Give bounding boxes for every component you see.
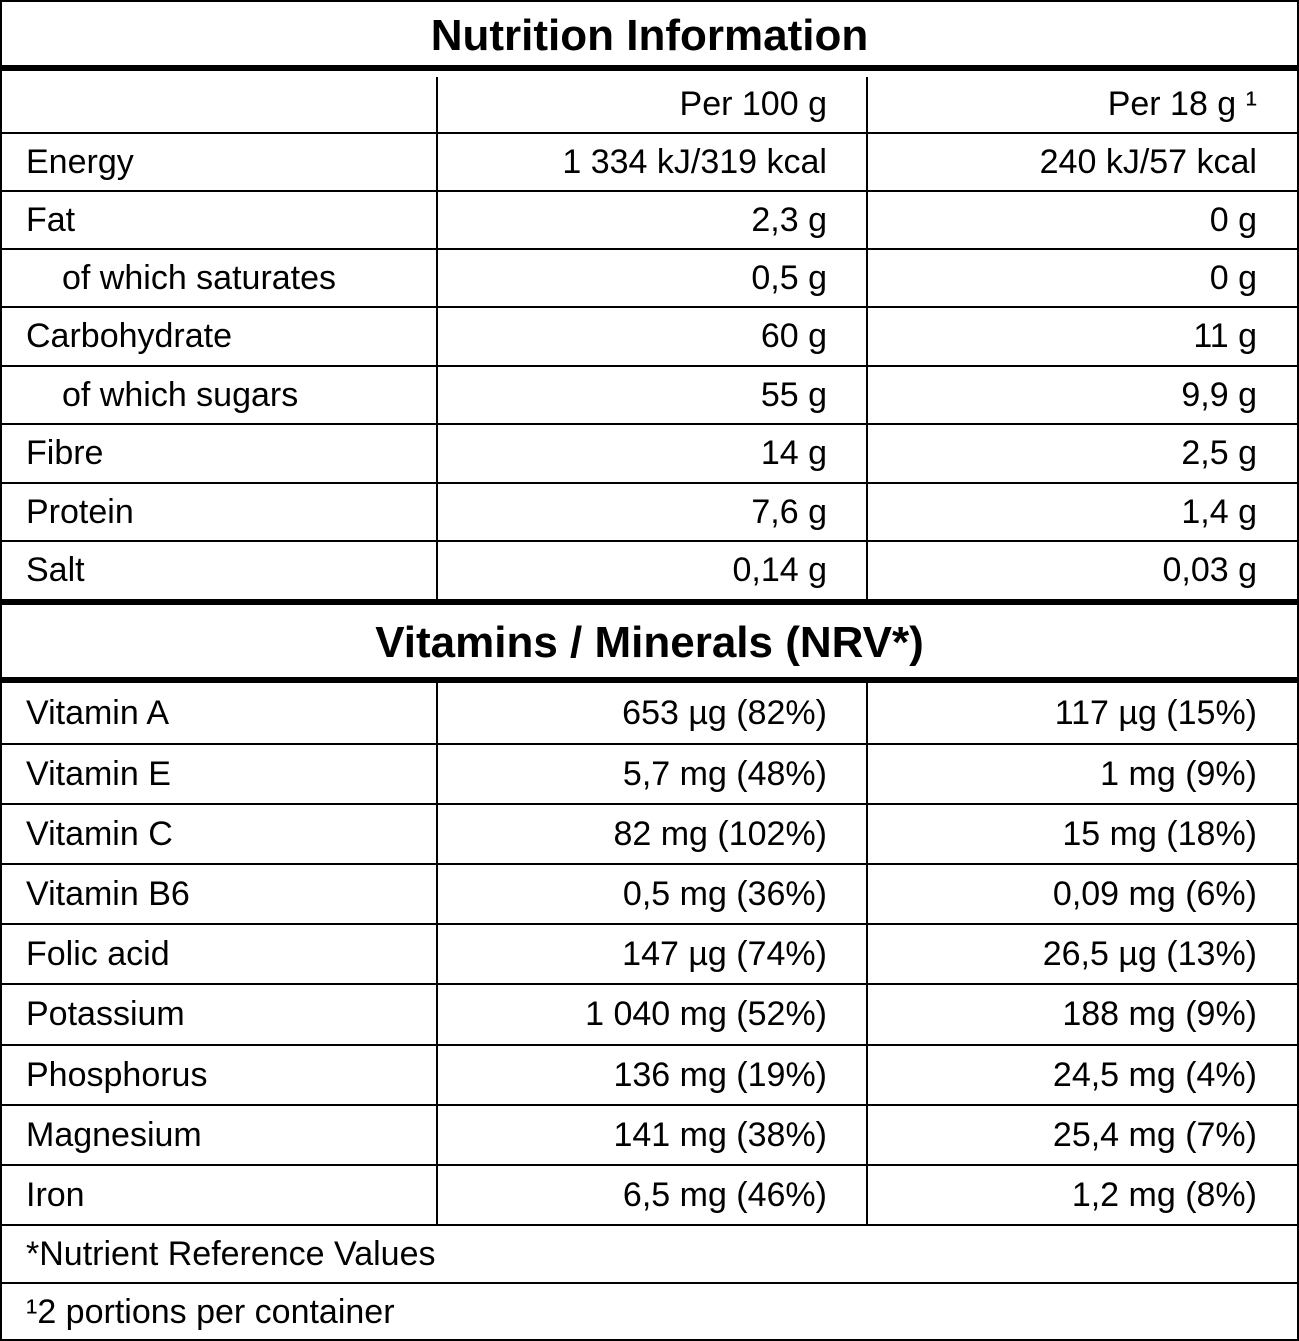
- vitamin-row: [2, 1046, 1297, 1104]
- nutrient-per-portion: 240 kJ/57 kcal: [1039, 142, 1257, 181]
- nutrient-row: [2, 542, 1297, 599]
- nutrient-per-portion: 9,9 g: [1181, 375, 1257, 414]
- footnote-nrv: *Nutrient Reference Values: [26, 1234, 436, 1273]
- nutrient-per100: 0,5 g: [751, 258, 827, 297]
- vitamin-per100: 1 040 mg (52%): [585, 995, 827, 1033]
- vitamin-name: Phosphorus: [26, 1055, 208, 1094]
- vitamin-per100: 0,5 mg (36%): [622, 874, 827, 913]
- vitamin-name: Vitamin C: [26, 814, 173, 853]
- nutrient-per100: 55 g: [760, 375, 827, 414]
- nutrient-per100: 0,14 g: [732, 551, 827, 589]
- vitamin-per100: 5,7 mg (48%): [622, 754, 827, 793]
- vitamin-per-portion: 0,09 mg (6%): [1052, 874, 1257, 913]
- nutrient-per-portion: 11 g: [1193, 317, 1257, 355]
- nutrition-title: Nutrition Information: [430, 11, 869, 60]
- title-divider: [2, 65, 1297, 71]
- nutrient-per100: 1 334 kJ/319 kcal: [562, 142, 827, 181]
- nutrient-name: of which sugars: [62, 375, 299, 414]
- vitamin-name: Potassium: [26, 995, 185, 1033]
- vitamin-name: Vitamin B6: [26, 874, 190, 913]
- nutrient-name: of which saturates: [62, 258, 337, 297]
- nutrient-name: Fat: [26, 200, 76, 239]
- nutrient-per-portion: 2,5 g: [1181, 434, 1257, 472]
- column-header-per-portion: Per 18 g ¹: [1107, 85, 1257, 123]
- vitamin-per100: 141 mg (38%): [613, 1115, 827, 1154]
- vitamin-name: Vitamin E: [26, 754, 171, 793]
- vitamin-row: [2, 925, 1297, 983]
- nutrient-row: [2, 134, 1297, 190]
- nutrient-per-portion: 1,4 g: [1181, 492, 1257, 531]
- vitamin-per100: 147 µg (74%): [622, 934, 827, 973]
- vitamin-row: [2, 985, 1297, 1044]
- vitamin-row: [2, 805, 1297, 863]
- vitamin-per-portion: 15 mg (18%): [1062, 814, 1257, 853]
- nutrient-name: Energy: [26, 142, 134, 181]
- nutrient-per100: 60 g: [760, 317, 827, 355]
- nutrient-per100: 7,6 g: [751, 492, 827, 531]
- nutrient-name: Salt: [26, 551, 85, 589]
- vitamin-per-portion: 117 µg (15%): [1054, 693, 1257, 732]
- nutrient-row: [2, 425, 1297, 482]
- nutrient-row: [2, 484, 1297, 540]
- vitamin-name: Folic acid: [26, 934, 170, 973]
- vitamin-name: Vitamin A: [26, 693, 170, 732]
- nutrient-per-portion: 0 g: [1209, 200, 1257, 239]
- nutrient-name: Carbohydrate: [26, 317, 233, 355]
- vitamin-row: [2, 745, 1297, 803]
- column-separator: [866, 683, 868, 1224]
- nutrient-name: Protein: [26, 492, 134, 531]
- nutrient-row: [2, 308, 1297, 365]
- nutrient-per-portion: 0,03 g: [1162, 551, 1257, 589]
- footnote-portions: ¹2 portions per container: [26, 1293, 395, 1331]
- vitamin-row: [2, 1166, 1297, 1224]
- vitamin-per-portion: 25,4 mg (7%): [1052, 1115, 1257, 1154]
- nutrient-per100: 2,3 g: [751, 200, 827, 239]
- column-header-per100: Per 100 g: [679, 85, 827, 123]
- vitamin-per100: 136 mg (19%): [613, 1055, 827, 1094]
- vitamin-per-portion: 26,5 µg (13%): [1042, 934, 1257, 973]
- nutrient-per100: 14 g: [760, 434, 827, 472]
- vitamin-row: [2, 683, 1297, 743]
- column-separator: [436, 683, 438, 1224]
- vitamin-per-portion: 1 mg (9%): [1100, 754, 1257, 793]
- column-header-row: [2, 77, 1297, 132]
- vitamin-per-portion: 24,5 mg (4%): [1052, 1055, 1257, 1094]
- column-separator: [866, 77, 868, 599]
- vitamin-per100: 653 µg (82%): [622, 693, 827, 732]
- nutrient-row: [2, 192, 1297, 248]
- nutrient-per-portion: 0 g: [1209, 258, 1257, 297]
- section-divider: [2, 599, 1297, 605]
- vitamin-per-portion: 1,2 mg (8%): [1071, 1175, 1257, 1214]
- vitamin-per-portion: 188 mg (9%): [1062, 995, 1257, 1033]
- vitamins-title: Vitamins / Minerals (NRV*): [375, 618, 924, 667]
- column-separator: [436, 77, 438, 599]
- vitamin-name: Magnesium: [26, 1115, 202, 1154]
- nutrient-row: [2, 367, 1297, 423]
- vitamin-name: Iron: [26, 1175, 85, 1214]
- nutrient-row: [2, 250, 1297, 306]
- nutrient-name: Fibre: [26, 434, 104, 472]
- vitamin-row: [2, 1106, 1297, 1164]
- vitamin-per100: 6,5 mg (46%): [622, 1175, 827, 1214]
- vitamin-row: [2, 865, 1297, 923]
- vitamin-per100: 82 mg (102%): [613, 814, 827, 853]
